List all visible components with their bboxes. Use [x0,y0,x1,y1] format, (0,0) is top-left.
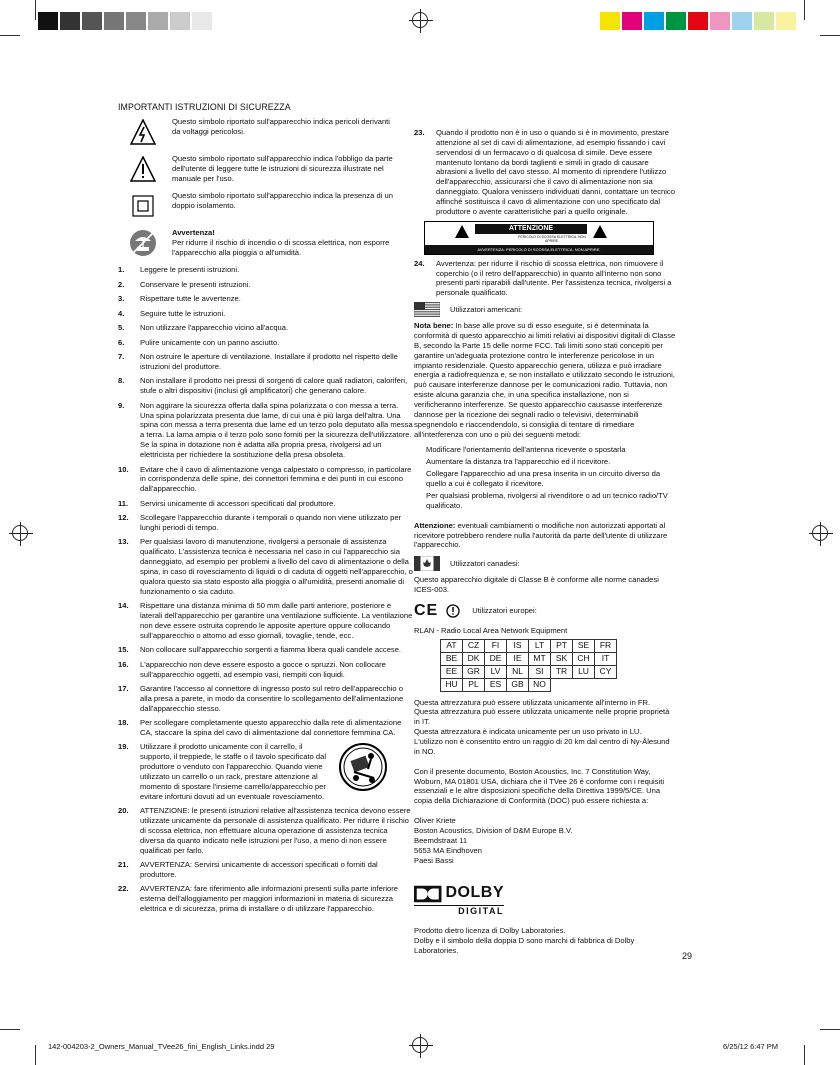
dolby-logo [414,883,504,917]
list-item: 2. Conservare le presenti istruzioni. [118,279,251,289]
exclamation-triangle-icon [455,225,469,238]
usage-line: L'utilizzo non è consentito entro un raggio di 20 km dal centro di Ny-Ålesund in NO. [414,737,670,756]
safety-list [118,265,413,914]
table-row: HU PL ES GB NO [441,678,617,691]
list-item: 16. L'apparecchio non deve essere esposto a gocce o spruzzi. Non collocare sull'apparecchio oggetti, ad esempio vasi, riempiti con liquidi. [118,659,386,679]
dolby-text: Prodotto dietro licenza di Dolby Laboratories. Dolby e il simbolo della doppia D sono marchi di fabbrica di Dolby Laboratories. [414,925,635,955]
left-column [118,102,413,919]
alert-circle-icon [446,604,460,618]
list-item: 4. Seguire tutte le istruzioni. [118,308,226,318]
footer-file-slug: 142-004203-2_Owners_Manual_TVee26_fini_English_Links.indd 29 [48,1042,275,1051]
rlan-text: RLAN - Radio Local Area Network Equipment [414,625,568,635]
symbol-row-voltage [118,117,413,147]
list-item: Per qualsiasi problema, rivolgersi al rivenditore o ad un tecnico radio/TV qualificato. [426,490,668,510]
list-item: 22. AVVERTENZA: fare riferimento alle informazioni presenti sulla parte inferiore esterna dell'alloggiamento per maggiori informazioni in materia di sicurezza elettrica e di sicurezza, prima di installare o di utilizzare l'apparecchio. [118,884,399,914]
list-item: Collegare l'apparecchio ad una presa inserita in un circuito diverso da quello a cui è collegato il ricevitore. [426,469,661,489]
lightning-triangle-icon [593,225,607,238]
list-item: 3. Rispettare tutte le avvertenze. [118,294,241,304]
list-item: 17. Garantire l'accesso al connettore di ingresso posto sul retro dell'apparecchio o alla presa a parete, in modo da consentire lo scollegamento dell'alimentazione dall'apparecchio stesso. [118,684,404,713]
rain-warning-icon [128,228,158,258]
europe-heading: Utilizzatori europei: [472,606,537,616]
list-item: 5. Non utilizzare l'apparecchio vicino all'acqua. [118,323,289,333]
list-item: 24. Avvertenza: per ridurre il rischio di scossa elettrica, non rimuovere il coperchio (o il retro dell'apparecchio) in quanto all'interno non sono presenti parti riparabili dall'utente. Per l'assistenza tecnica, rivolgersi a personale qualificato. [414,258,672,298]
table-row: EE GR LV NL SI TR LU CY [441,665,617,678]
europe-heading-row [414,601,676,622]
list-item: 1. Leggere le presenti istruzioni. [118,265,240,275]
list-item: 21. AVVERTENZA: Servirsi unicamente di accessori specificati o forniti dal produttore. [118,860,378,879]
exclamation-triangle-icon [128,154,158,184]
right-column [414,128,676,956]
country-table [440,639,617,692]
symbol-text: Per ridurre il rischio di incendio o di scossa elettrica, non esporre l'apparecchio alla pioggia o all'umidità. [172,238,390,258]
list-item: 8. Non installare il prodotto nei pressi di sorgenti di calore quali radiatori, caloriferi, stufe o altri dispositivi (inclusi gli amplificatori) che generano calore. [118,376,408,396]
page-number: 29 [682,951,693,961]
list-item: 10. Evitare che il cavo di alimentazione venga calpestato o compresso, in particolare in corrispondenza delle spine, dei connettori femmina e dei punti in cui escono dall'apparecchio. [118,464,412,494]
list-item: 11. Servirsi unicamente di accessori specificati dal produttore. [118,498,336,508]
list-item: 12. Scollegare l'apparecchio durante i temporali o quando non viene utilizzato per lunghi periodi di tempo. [118,513,402,532]
list-item: 9. Non aggirare la sicurezza offerta dalla spina polarizzata o con messa a terra. Una spina polarizzata presenta due lame, di cui una è più larga dell'altra. Una spina con messa a terra presenta due lame ed un terzo polo deputato alla messa a terra. La lama ampia o il terzo polo sono forniti per la sicurezza dell'utilizzatore. Se la spina in dotazione non è adatta alla propria presa, rivolgersi ad un elettricista per richiedere la sostituzione della presa obsoleta. [118,400,413,460]
fcc-note: Nota bene: In base alle prove su di esso eseguite, si è determinata la conformità di questo apparecchio ai limiti relativi ai dispositivi digitali di Classe B, secondo la Parte 15 delle norme FCC. Tali limiti sono stati concepiti per garantire un'adeguata protezione contro le interferenze pericolose in un impianto residenziale. Questo apparecchio genera, utilizza e può irradiare energia a radiofrequenza e, se non installato e utilizzato secondo le istruzioni, può causare interferenze dannose per le comunicazioni radio. Tuttavia, non esiste alcuna garanzia che, in una specifica installazione, non si verificheranno interferenze. Se questo apparecchio causasse interferenze dannose per la ricezione dei segnali radio o televisivi, determinabili spegnendolo e riaccendendolo, si consiglia di tentare di rimediare all'interferenza con uno o più dei seguenti metodi: [414,321,676,439]
attention-label-bottom: AVVERTENZA: PERICOLO DI SCOSSA ELETTRICA. NON APRIRE. [425,245,653,254]
symbol-text: Questo simbolo riportato sull'apparecchio indica pericoli derivanti da voltaggi pericolosi. [172,117,390,137]
usage-line: Questa attrezzatura può essere utilizzata unicamente all'interno in FR. [414,697,651,707]
list-item: Aumentare la distanza tra l'apparecchio ed il ricevitore. [426,457,611,467]
dolby-digital-label: DIGITAL [414,905,504,918]
us-flag-icon [414,302,440,317]
list-item: 15. Non collocare sull'apparecchio sorgenti a fiamma libera quali candele accese. [118,645,402,655]
list-item: 13. Per qualsiasi lavoro di manutenzione, rivolgersi a personale di assistenza qualificato. L'assistenza tecnica è necessaria nel caso in cui l'apparecchio sia danneggiato, ad esempio per problemi a livello del cavo di alimentazione o della spina, in caso di rovesciamento di liquidi o di caduta di oggetti nell'apparecchio, o qualora questo sia stato esposto alla pioggia o all'umidità, presenti anomalie di funzionamento o sia caduto. [118,537,413,596]
attention-label-mid: PERICOLO DI SCOSSA ELETTRICA. NON APRIRE. [518,234,586,244]
list-item: 18. Per scollegare completamente questo apparecchio dalla rete di alimentazione CA, staccare la spina del cavo di alimentazione dal connettore femmina CA. [118,718,402,738]
usage-line: Questa attrezzatura può essere utilizzata unicamente nelle proprie proprietà in IT. [414,707,670,727]
usage-line: Questa attrezzatura è indicata unicamente per un uso privato in LU. [414,727,642,737]
symbol-row-insulation [118,191,413,221]
footer-date: 6/25/12 6:47 PM [723,1042,779,1051]
attention-label-title: ATTENZIONE [475,224,587,234]
attention-label-image [424,221,654,255]
list-item: 23. Quando il prodotto non è in uso o quando si è in movimento, prestare attenzione al set di cavi di alimentazione, ad esempio fissando i cavi servendosi di un fermacavo o di qualcosa di simile. Deve essere mantenuto lontano da bordi taglienti e simili in grado di causare abrasioni a livello del cavo stesso. Al momento di riprendere l'utilizzo dell'apparecchio, assicurarsi che il cavo di alimentazione non sia danneggiato. Qualora venissero individuati danni, contattare un tecnico affinché sostituisca il cavo di alimentazione con uno specificato dal produttore o avente caratteristiche pari a quello originale. [414,128,675,216]
list-item: 6. Pulire unicamente con un panno asciutto. [118,337,280,347]
table-row: BE DK DE IE MT SK CH IT [441,652,617,665]
canada-flag-icon [414,556,440,571]
list-item: Modificare l'orientamento dell'antenna ricevente o spostarla [426,445,626,455]
us-heading-row [414,302,676,317]
list-item: 20. ATTENZIONE: le presenti istruzioni relative all'assistenza tecnica devono essere utilizzate unicamente da personale di assistenza qualificato. Per ridurre il rischio di scossa elettrica, non effettuare alcuna operazione di assistenza tecnica diversa da quanto indicato nelle istruzioni per l'uso, a meno di non essere qualificati per farlo. [118,806,411,855]
cart-warning-icon [338,742,388,801]
registration-mark-right [812,525,828,541]
symbol-text: Questo simbolo riportato sull'apparecchio indica l'obbligo da parte dell'utente di leggere tutte le istruzioni di sicurezza illustrate nel manuale per l'uso. [172,154,393,184]
list-item: 19. Utilizzare il prodotto unicamente con il carrello, il supporto, il treppiede, le staffe o il tavolo specificato dal produttore o venduto con l'apparecchio. Quando viene utilizzato un carrello o un rack, prestare attenzione al momento di spostare l'insieme carrello/apparecchio per evitare infortuni dovuti ad un eventuale rovesciamento. [118,742,413,801]
address-block: Oliver Kriete Boston Acoustics, Division of D&M Europe B.V. Beemdstraat 11 5653 MA Eindhoven Paesi Bassi [414,816,573,865]
ce-mark-icon: CE [414,601,439,619]
dolby-wordmark: DOLBY [445,884,504,902]
canada-text: Questo apparecchio digitale di Classe B è conforme alle norme canadesi ICES-003. [414,575,659,595]
canada-heading-row [414,556,676,571]
table-row: AT CZ FI IS LT PT SE FR [441,639,617,652]
page-title: IMPORTANTI ISTRUZIONI DI SICUREZZA [118,102,291,112]
double-insulation-icon [128,191,158,221]
list-item: 7. Non ostruire le aperture di ventilazione. Installare il prodotto nel rispetto delle istruzioni del produttore. [118,352,398,371]
attention-note: Attenzione: eventuali cambiamenti o modifiche non autorizzati apportati al ricevitore potrebbero rendere nulla l'autorità da parte dell'utente di utilizzare l'apparecchio. [414,520,668,550]
symbol-row-rain [118,228,413,258]
registration-mark-bottom [412,1037,428,1053]
lightning-triangle-icon [128,117,158,147]
us-heading: Utilizzatori americani: [450,304,523,314]
registration-mark-left [12,525,28,541]
registration-mark-top [412,12,428,28]
declaration-text: Con il presente documento, Boston Acoustics, Inc. 7 Constitution Way, Woburn, MA 01801 USA, dichiara che il TVee 26 è conforme con i requisiti essenziali e le altre disposizioni specifiche della Direttiva 1999/5/CE. Una copia della Dichiarazione di Conformità (DOC) può essere richiesta a: [414,766,665,806]
canada-heading: Utilizzatori canadesi: [450,558,520,568]
double-d-icon [414,885,442,903]
symbol-row-instructions [118,154,413,184]
symbol-text: Questo simbolo riportato sull'apparecchio indica la presenza di un doppio isolamento. [172,191,393,211]
list-item: 14. Rispettare una distanza minima di 50 mm dalle parti anteriore, posteriore e laterali dell'apparecchio per garantire una ventilazione sufficiente. La ventilazione non deve essere ostruita coprendo le apposite aperture oppure collocando sull'apparecchio o attorno ad esso giornali, tovaglie, tende, ecc. [118,601,413,640]
warning-heading: Avvertenza! [172,228,215,238]
